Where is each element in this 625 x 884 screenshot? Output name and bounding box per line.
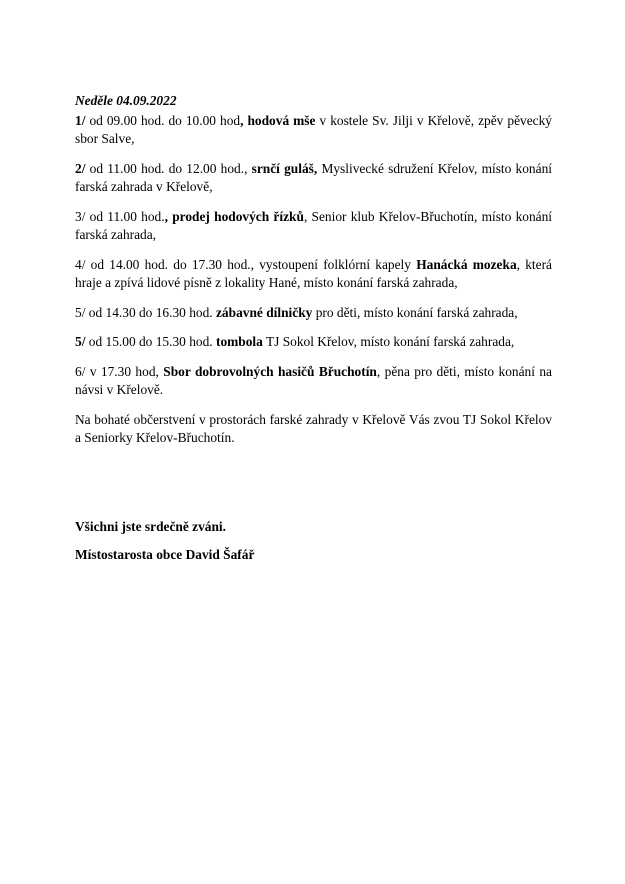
program-item-6 xyxy=(75,333,552,352)
item-number: 3/ xyxy=(75,208,86,224)
item-number: 5/ xyxy=(75,304,86,320)
item-highlight: , hodová mše xyxy=(240,112,316,128)
item-text: od 14.30 do 16.30 hod. xyxy=(85,304,216,320)
program-item-2 xyxy=(75,160,552,197)
invitation-line: Všichni jste srdečně zváni. xyxy=(75,519,227,534)
item-number: 2/ xyxy=(75,160,86,176)
program-content xyxy=(75,92,552,459)
item-highlight: , prodej hodových řízků xyxy=(164,208,304,224)
refreshments-note: Na bohaté občerstvení v prostorách farské zahrady v Křelově Vás zvou TJ Sokol Křelov a Seniorky Křelov-Břuchotín. xyxy=(75,411,552,445)
item-text: , Senior klub Křelov-Břuchotín, místo konání farská zahrada, xyxy=(75,208,553,242)
item-number: 5/ xyxy=(75,334,86,349)
program-item-3 xyxy=(75,208,552,245)
item-text: Myslivecké sdružení Křelov, místo konání farská zahrada v Křelově, xyxy=(75,160,552,194)
program-item-5 xyxy=(75,304,552,323)
item-text: TJ Sokol Křelov, místo konání farská zahrada, xyxy=(262,334,515,349)
item-highlight: zábavné dílničky xyxy=(215,304,313,320)
item-text: od 11.00 hod. do 12.00 hod., xyxy=(85,160,252,176)
item-text: pro děti, místo konání farská zahrada, xyxy=(312,304,518,320)
item-text: v 17.30 hod, xyxy=(85,363,164,379)
item-number: 4/ xyxy=(75,256,86,272)
item-text: , která hraje a zpívá lidové písně z lokality Hané, místo konání farská zahrada, xyxy=(75,256,552,290)
item-number: 1/ xyxy=(75,112,86,128)
signature-line: Místostarosta obce David Šafář xyxy=(75,547,255,562)
item-text: od 11.00 hod. xyxy=(85,208,165,224)
item-highlight: Sbor dobrovolných hasičů Břuchotín xyxy=(163,363,377,379)
program-item-4 xyxy=(75,256,552,293)
item-text: , pěna pro děti, místo konání na návsi v Křelově. xyxy=(75,363,552,397)
date-heading: Neděle 04.09.2022 xyxy=(75,93,177,108)
item-number: 6/ xyxy=(75,363,86,379)
program-item-7 xyxy=(75,363,552,400)
item-highlight: srnčí guláš, xyxy=(251,160,318,176)
item-text: v kostele Sv. Jilji v Křelově, zpěv pěvecký sbor Salve, xyxy=(75,112,552,146)
item-text: od 15.00 do 15.30 hod. xyxy=(85,334,216,349)
item-text: od 09.00 hod. do 10.00 hod xyxy=(85,112,241,128)
item-highlight: tombola xyxy=(215,334,263,349)
item-text: od 14.00 hod. do 17.30 hod., vystoupení folklórní kapely xyxy=(85,256,417,272)
item-highlight: Hanácká mozeka xyxy=(416,256,517,272)
program-item-1 xyxy=(75,112,552,149)
